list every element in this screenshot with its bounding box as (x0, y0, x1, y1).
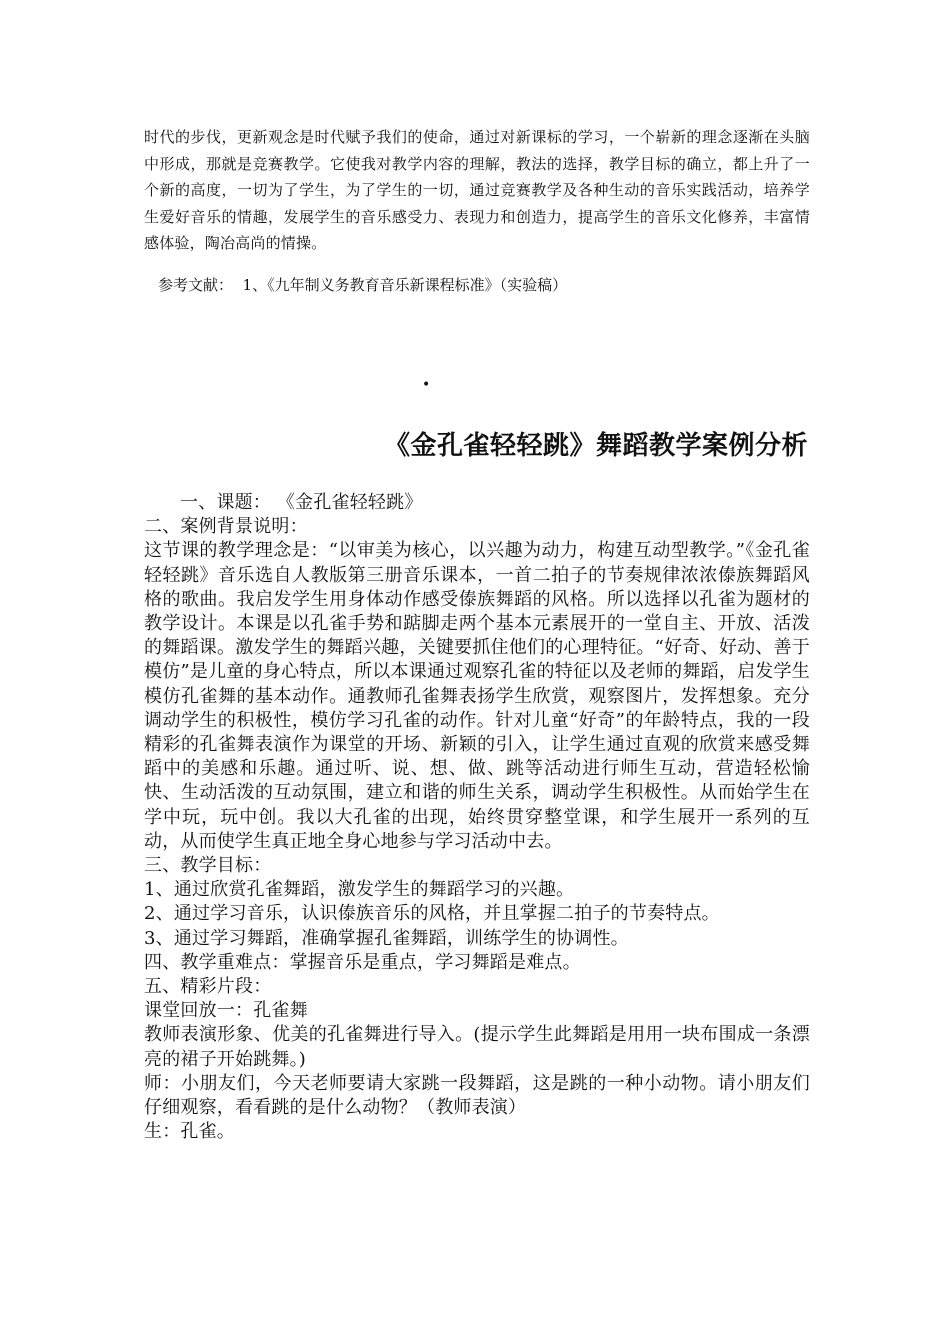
topic-line: 一、课题： 《金孔雀轻轻跳》 (180, 492, 423, 513)
reference-line: 参考文献： 1、《九年制义务教育音乐新课程标准》（实验稿） (158, 276, 568, 294)
background-heading: 二、案例背景说明： (144, 516, 308, 538)
teacher-line: 师：小朋友们，今天老师要请大家跳一段舞蹈，这是跳的一种小动物。请小朋友们仔细观察，看看跳的是什么动物？（教师表演） (144, 1072, 810, 1119)
article-body (144, 491, 810, 1144)
student-line: 生：孔雀。 (144, 1121, 235, 1143)
key-points-line: 四、教学重难点：掌握音乐是重点，学习舞蹈是难点。 (144, 951, 581, 973)
top-paragraph: 时代的步伐，更新观念是时代赋予我们的使命，通过对新课标的学习，一个崭新的理念逐渐在头脑中形成，那就是竞赛教学。它使我对教学内容的理解，教法的选择，教学目标的确立，都上升了一个新的高度，一切为了学生，为了学生的一切，通过竞赛教学及各种生动的音乐实践活动，培养学生爱好音乐的情趣，发展学生的音乐感受力、表现力和创造力，提高学生的音乐文化修养，丰富情感体验，陶冶高尚的情操。 (144, 128, 810, 252)
highlights-heading: 五、精彩片段： (144, 976, 272, 998)
article-title: 《金孔雀轻轻跳》舞蹈教学案例分析 (383, 431, 808, 461)
goals-heading: 三、教学目标： (144, 855, 272, 877)
replay-text: 教师表演形象、优美的孔雀舞进行导入。(提示学生此舞蹈是用用一块布围成一条漂亮的裙子开始跳舞。) (144, 1024, 810, 1070)
goal-item: 1、通过欣赏孔雀舞蹈，激发学生的舞蹈学习的兴趣。 (144, 879, 575, 901)
replay-heading: 课堂回放一：孔雀舞 (144, 1000, 308, 1022)
separator-dot: • (422, 377, 431, 393)
background-text: 这节课的教学理念是：“以审美为核心，以兴趣为动力，构建互动型教学。”《金孔雀轻轻跳》音乐选自人教版第三册音乐课本，一首二拍子的节奏规律浓浓傣族舞蹈风格的歌曲。我启发学生用身体动作感受傣族舞蹈的风格。所以选择以孔雀为题材的教学设计。本课是以孔雀手势和踮脚走两个基本元素展开的一堂自主、开放、活泼的舞蹈课。激发学生的舞蹈兴趣，关键要抓住他们的心理特征。“好奇、好动、善于模仿”是儿童的身心特点，所以本课通过观察孔雀的特征以及老师的舞蹈，启发学生模仿孔雀舞的基本动作。通教师孔雀舞表扬学生欣赏，观察图片，发挥想象。充分调动学生的积极性，模仿学习孔雀的动作。针对儿童“好奇”的年龄特点，我的一段精彩的孔雀舞表演作为课堂的开场、新颖的引入，让学生通过直观的欣赏来感受舞蹈中的美感和乐趣。通过听、说、想、做、跳等活动进行师生互动，营造轻松愉快、生动活泼的互动氛围，建立和谐的师生关系，调动学生积极性。从而始学生在学中玩，玩中创。我以大孔雀的出现，始终贯穿整堂课，和学生展开一系列的互动，从而使学生真正地全身心地参与学习活动中去。 (144, 540, 810, 852)
goal-item: 2、通过学习音乐，认识傣族音乐的风格，并且掌握二拍子的节奏特点。 (144, 903, 720, 925)
goal-item: 3、通过学习舞蹈，准确掌握孔雀舞蹈，训练学生的协调性。 (144, 927, 629, 949)
